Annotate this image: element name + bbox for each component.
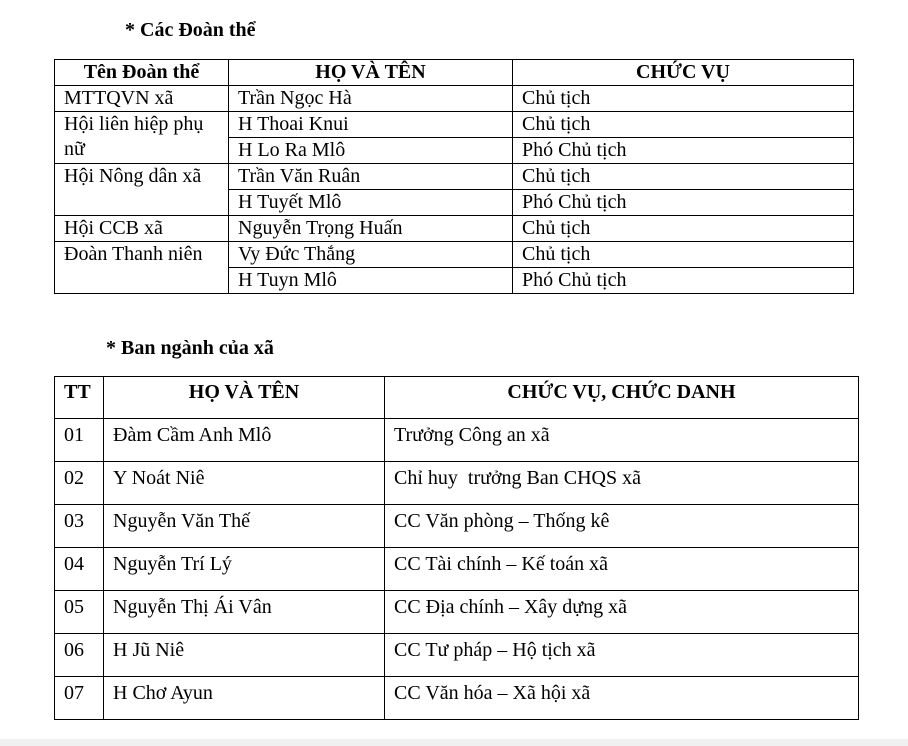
number-cell: 06 [55,634,104,677]
name-cell: Nguyễn Trí Lý [104,548,385,591]
member-name-cell: H Tuyn Mlô [229,268,513,294]
section-heading-mass-organizations: * Các Đoàn thể [125,19,256,41]
member-position-cell: Chủ tịch [513,112,854,138]
number-cell: 04 [55,548,104,591]
title-cell: CC Tư pháp – Hộ tịch xã [385,634,859,677]
member-position-cell: Phó Chủ tịch [513,268,854,294]
table-row [55,86,854,112]
name-cell: H Chơ Ayun [104,677,385,720]
table-row [55,419,859,462]
column-header-organization: Tên Đoàn thể [55,60,229,86]
member-name-cell: H Lo Ra Mlô [229,138,513,164]
member-position-cell: Chủ tịch [513,242,854,268]
table-row [55,634,859,677]
number-cell: 07 [55,677,104,720]
member-position-cell: Phó Chủ tịch [513,138,854,164]
table-row [55,548,859,591]
column-header-full-name: HỌ VÀ TÊN [229,60,513,86]
name-cell: Đàm Cầm Anh Mlô [104,419,385,462]
title-cell: CC Tài chính – Kế toán xã [385,548,859,591]
mass-organizations-table [54,59,854,294]
column-header-full-name: HỌ VÀ TÊN [104,377,385,419]
name-cell: Y Noát Niê [104,462,385,505]
table-row [55,591,859,634]
name-cell: Nguyễn Thị Ái Vân [104,591,385,634]
table-row [55,112,854,138]
member-position-cell: Chủ tịch [513,216,854,242]
number-cell: 02 [55,462,104,505]
title-cell: Chỉ huy trưởng Ban CHQS xã [385,462,859,505]
page-bottom-edge [0,739,908,746]
title-cell: CC Văn hóa – Xã hội xã [385,677,859,720]
table-header-row [55,377,859,419]
member-position-cell: Phó Chủ tịch [513,190,854,216]
number-cell: 03 [55,505,104,548]
organization-cell: Đoàn Thanh niên [55,242,229,294]
commune-departments-table [54,376,859,720]
member-name-cell: Trần Ngọc Hà [229,86,513,112]
name-cell: Nguyễn Văn Thế [104,505,385,548]
table-row [55,462,859,505]
name-cell: H Jũ Niê [104,634,385,677]
table-row [55,505,859,548]
member-position-cell: Chủ tịch [513,86,854,112]
title-cell: CC Văn phòng – Thống kê [385,505,859,548]
column-header-position: CHỨC VỤ [513,60,854,86]
member-name-cell: Vy Đức Thắng [229,242,513,268]
number-cell: 01 [55,419,104,462]
table-header-row [55,60,854,86]
column-header-title: CHỨC VỤ, CHỨC DANH [385,377,859,419]
table-row [55,216,854,242]
number-cell: 05 [55,591,104,634]
table-row [55,242,854,268]
title-cell: Trưởng Công an xã [385,419,859,462]
title-cell: CC Địa chính – Xây dựng xã [385,591,859,634]
member-name-cell: H Tuyết Mlô [229,190,513,216]
organization-cell: Hội CCB xã [55,216,229,242]
table-row [55,164,854,190]
member-position-cell: Chủ tịch [513,164,854,190]
organization-cell: Hội Nông dân xã [55,164,229,216]
member-name-cell: Trần Văn Ruân [229,164,513,190]
member-name-cell: H Thoai Knui [229,112,513,138]
section-heading-commune-departments: * Ban ngành của xã [106,337,274,359]
member-name-cell: Nguyễn Trọng Huấn [229,216,513,242]
organization-cell: MTTQVN xã [55,86,229,112]
organization-cell: Hội liên hiệp phụ nữ [55,112,229,164]
table-row [55,677,859,720]
column-header-number: TT [55,377,104,419]
